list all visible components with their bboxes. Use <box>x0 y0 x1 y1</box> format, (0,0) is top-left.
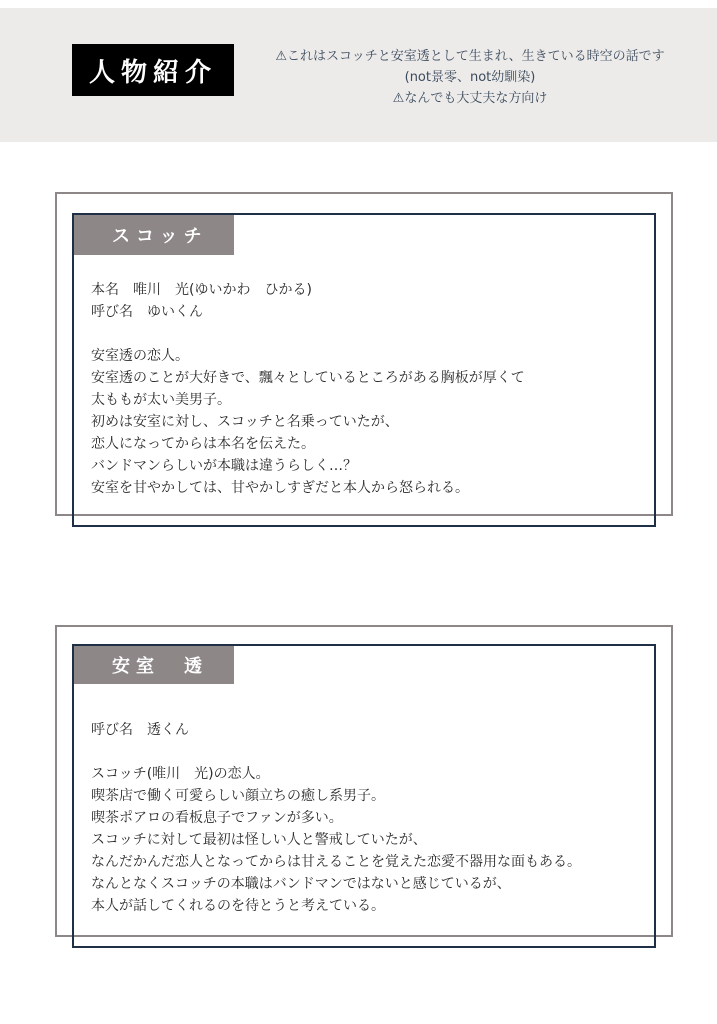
body-line: なんだかんだ恋人となってからは甘えることを覚えた恋愛不器用な面もある。 <box>91 854 581 870</box>
card-tab: 安室 透 <box>74 646 234 684</box>
body-line: 喫茶ポアロの看板息子でファンが多い。 <box>91 810 343 826</box>
page-title: 人物紹介 <box>72 44 234 96</box>
body-line: スコッチ(唯川 光)の恋人。 <box>91 766 270 782</box>
body-line: 呼び名 ゆいくん <box>91 304 203 320</box>
body-line: 安室透のことが大好きで、飄々としているところがある胸板が厚くて <box>91 370 525 386</box>
body-line: 安室透の恋人。 <box>91 348 189 364</box>
body-line: 太ももが太い美男子。 <box>91 392 231 408</box>
body-line <box>91 323 636 345</box>
body-line: 喫茶店で働く可愛らしい顔立ちの癒し系男子。 <box>91 788 385 804</box>
body-line <box>91 741 636 763</box>
body-line: 初めは安室に対し、スコッチと名乗っていたが、 <box>91 414 399 430</box>
body-line: 安室を甘やかしては、甘やかしすぎだと本人から怒られる。 <box>91 480 469 496</box>
body-line: スコッチに対して最初は怪しい人と警戒していたが、 <box>91 832 427 848</box>
body-line: なんとなくスコッチの本職はバンドマンではないと感じているが、 <box>91 876 511 892</box>
card-tab: スコッチ <box>74 215 234 255</box>
body-line: バンドマンらしいが本職は違うらしく…？ <box>91 458 357 474</box>
note-line: ⚠なんでも大丈夫な方向け <box>392 91 548 106</box>
header-band <box>0 8 717 142</box>
body-line: 呼び名 透くん <box>91 722 189 738</box>
header-notes <box>255 46 685 109</box>
body-line: 本人が話してくれるのを待とうと考えている。 <box>91 898 385 914</box>
note-line: (not景零、not幼馴染) <box>404 70 536 85</box>
body-line: 恋人になってからは本名を伝えた。 <box>91 436 315 452</box>
card-body <box>91 719 636 917</box>
card-body <box>91 279 636 499</box>
body-line: 本名 唯川 光(ゆいかわ ひかる) <box>91 282 312 298</box>
note-line: ⚠これはスコッチと安室透として生まれ、生きている時空の話です <box>275 49 665 64</box>
